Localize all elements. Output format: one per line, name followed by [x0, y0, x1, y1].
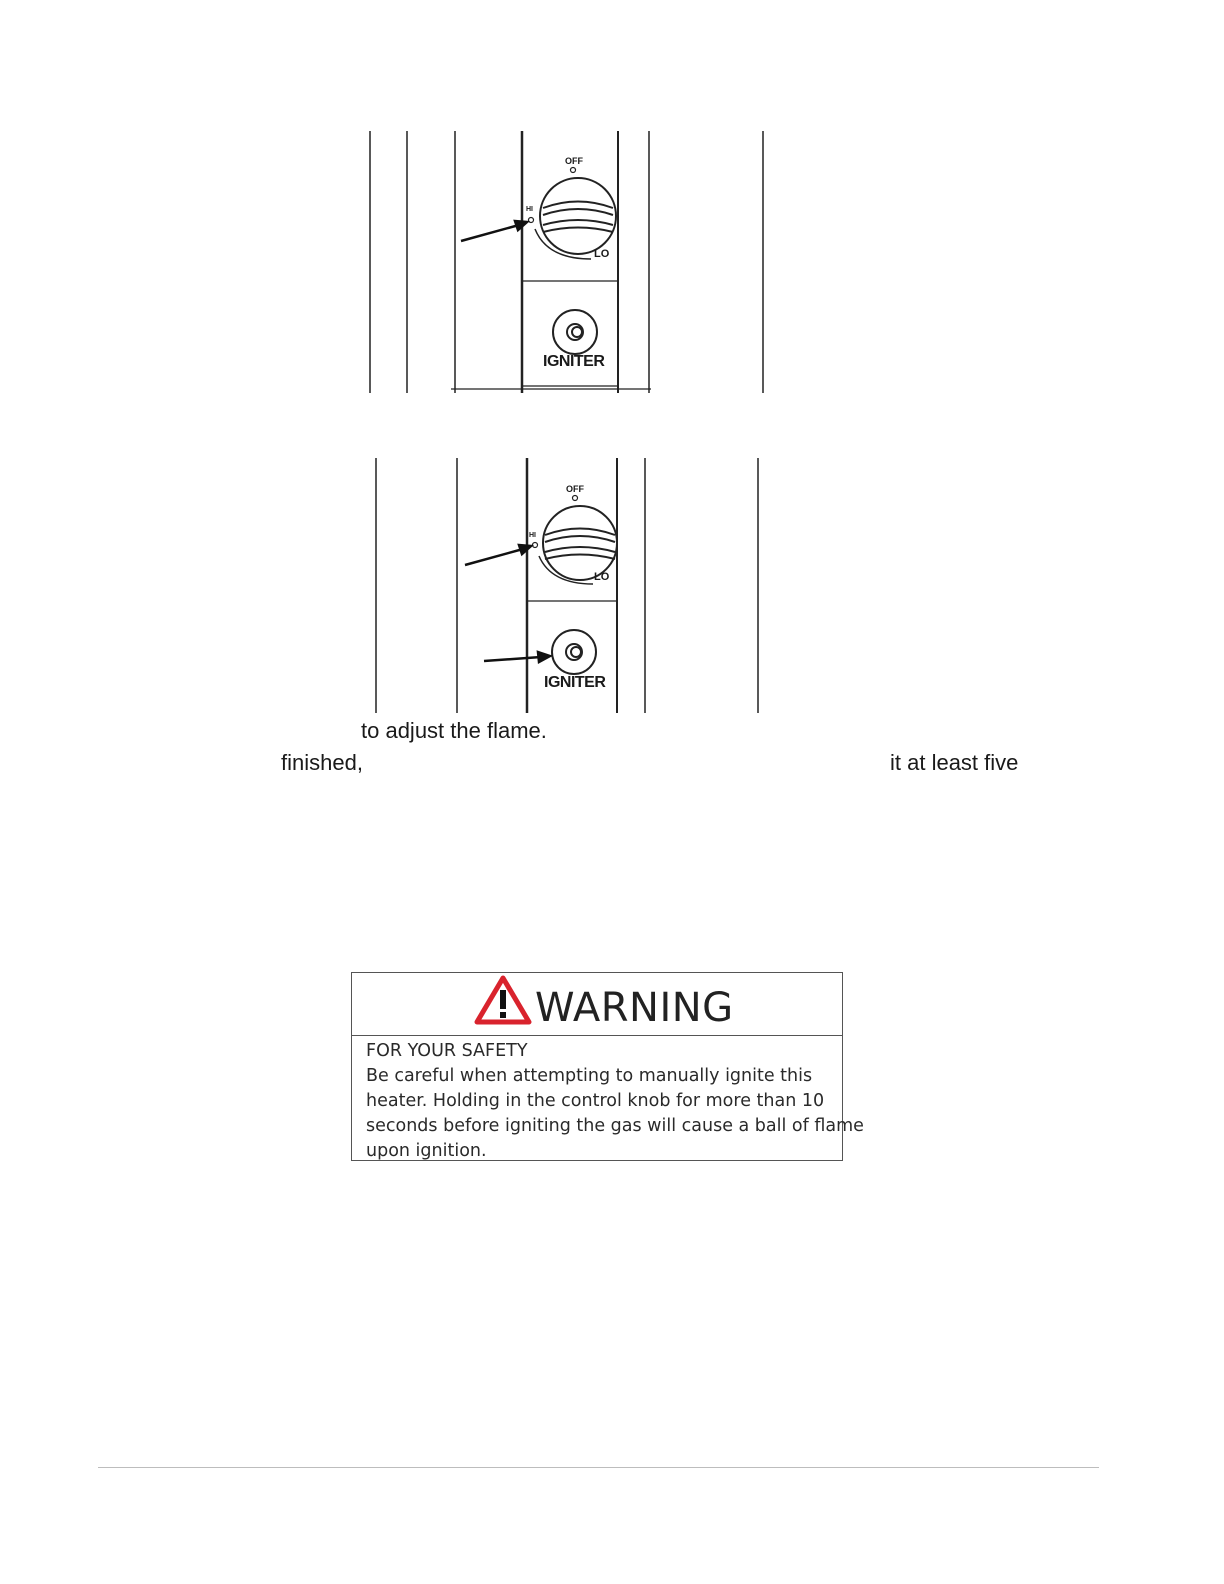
knob-off-label: OFF — [565, 156, 583, 166]
igniter-label: IGNITER — [543, 353, 605, 370]
knob-off-label: OFF — [566, 484, 584, 494]
knob-hi-label: HI — [526, 206, 533, 213]
warning-body — [366, 1039, 864, 1164]
control-panel-figure-1 — [369, 131, 766, 393]
knob-lo-label: LO — [594, 248, 610, 260]
warning-line: Be careful when attempting to manually ignite this — [366, 1066, 813, 1086]
warning-title: WARNING — [535, 985, 734, 1031]
warning-heading: FOR YOUR SAFETY — [366, 1041, 528, 1061]
footer-divider — [98, 1467, 1099, 1468]
warning-line: seconds before igniting the gas will cause a ball of flame — [366, 1116, 864, 1136]
control-panel-figure-2 — [375, 458, 762, 713]
instruction-fragment-adjust-flame: to adjust the flame. — [361, 718, 547, 743]
warning-line: heater. Holding in the control knob for more than 10 — [366, 1091, 825, 1111]
knob-hi-label: HI — [529, 532, 536, 539]
warning-box — [351, 972, 864, 1161]
warning-triangle-icon — [474, 975, 532, 1025]
igniter-label: IGNITER — [544, 674, 606, 691]
knob-lo-label: LO — [594, 571, 610, 583]
instruction-fragment-at-least-five: it at least five — [890, 750, 1019, 775]
warning-line: upon ignition. — [366, 1141, 487, 1161]
warning-header — [352, 973, 842, 1036]
instruction-fragment-finished: finished, — [281, 750, 363, 775]
